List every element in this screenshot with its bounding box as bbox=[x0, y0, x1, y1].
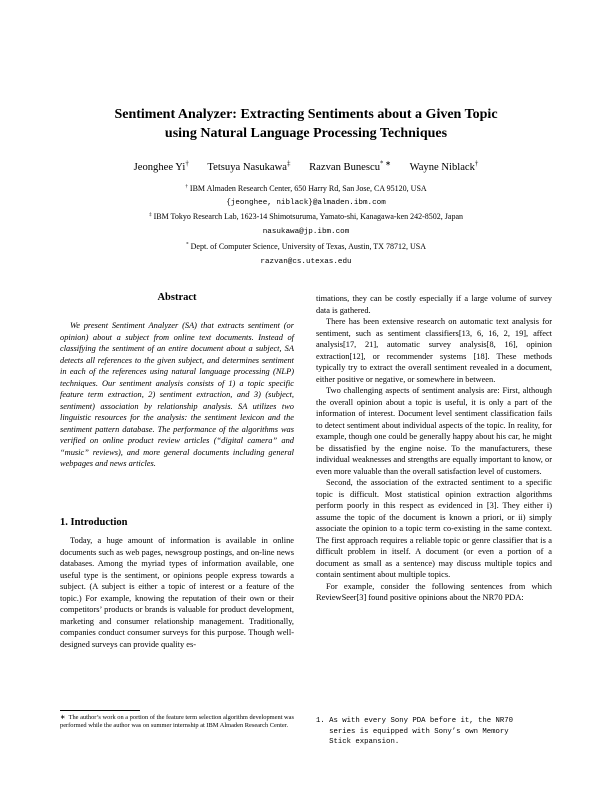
author: Razvan Bunescu* ∗ bbox=[309, 160, 391, 173]
email-tokyo: nasukawa@jp.ibm.com bbox=[262, 228, 350, 236]
right-column bbox=[316, 293, 552, 604]
title-line-1: Sentiment Analyzer: Extracting Sentiments about a Given Topic bbox=[114, 107, 498, 122]
footnote-text: The author’s work on a portion of the feature term selection algorithm development was performed while the author was on summer internship at IBM Almaden Research Center. bbox=[60, 714, 295, 729]
author: Jeonghee Yi† bbox=[133, 160, 189, 173]
title-line-2: using Natural Language Processing Techniques bbox=[164, 126, 448, 141]
paper-title bbox=[0, 105, 612, 143]
abstract-text: We present Sentiment Analyzer (SA) that extracts sentiment (or opinion) about a subject from online text documents. Instead of classifying the sentiment of an entire document about a subject, SA detects all references to the given subject, and determines sentiment in each of the references using natural language processing (NLP) techniques. Our sentiment analysis consists of 1) a topic specific feature term extraction, 2) sentiment extraction, and 3) (subject, sentiment) association by relationship analysis. SA utilizes two linguistic resources for the analysis: the sentiment lexicon and the sentiment pattern database. The performance of the algorithms was verified on online product review articles (“digital camera” and “music” reviews), and more general documents including general webpages and news articles. bbox=[60, 321, 294, 468]
paragraph-continued: timations, they can be costly especially if a large volume of survey data is gathered. bbox=[316, 294, 552, 315]
author-list bbox=[0, 162, 612, 173]
author: Wayne Niblack† bbox=[409, 160, 479, 173]
paragraph: Two challenging aspects of sentiment analysis are: First, although the overall opinion about a topic is useful, it is only a part of the information of interest. Document level sentiment classification fails to detect sentiment about individual aspects of the topic. In reality, for example, though one could be generally happy about his car, he might be dissatisfied by the engine noise. To the manufacturers, these individual weaknesses and strengths are equally important to know, or even more valuable than the overall satisfaction level of customers. bbox=[316, 386, 552, 476]
email-almaden: {jeonghee, niblack}@almaden.ibm.com bbox=[226, 199, 386, 207]
intro-body bbox=[60, 535, 294, 650]
author: Tetsuya Nasukawa‡ bbox=[207, 160, 291, 173]
email-utexas: razvan@cs.utexas.edu bbox=[260, 258, 352, 266]
section-heading-introduction: 1. Introduction bbox=[60, 517, 128, 528]
paragraph: Second, the association of the extracted sentiment to a specific topic is difficult. Most statistical opinion extraction algorithms perform poorly in this respect as evidenced in [3]. They either i) assume the topic of the document is known a priori, or ii) simply associate the opinion to a topic term co-existing in the same context. The first approach requires a reliable topic or genre classifier that is a difficult problem in itself. A document (or even a portion of a document as small as a sentence) may discuss multiple topics and contain sentiment about multiple topics. bbox=[316, 478, 552, 579]
affiliation-tokyo: ‡ IBM Tokyo Research Lab, 1623-14 Shimotsuruma, Yamato-shi, Kanagawa-ken 242-8502, Japan bbox=[148, 211, 464, 221]
footnote-mark: ∗ bbox=[60, 714, 66, 721]
footnote-rule bbox=[60, 710, 140, 711]
affiliation-almaden: † IBM Almaden Research Center, 650 Harry Rd, San Jose, CA 95120, USA bbox=[185, 183, 427, 193]
intro-paragraph: Today, a huge amount of information is available in online documents such as web pages, newsgroup postings, and on-line news databases. Among the myriad types of information available, one useful type is the sentiment, or opinions people express towards a subject. (A subject is either a topic of interest or a feature of the topic.) For example, knowing the reputation of their own or their competitors’ products or brands is valuable for product development, marketing and consumer relationship management. Traditionally, companies conduct consumer surveys for this purpose. Though well-designed surveys can provide quality es- bbox=[60, 536, 294, 649]
paragraph: For example, consider the following sentences from which ReviewSeer[3] found positive opinions about the NR70 PDA: bbox=[316, 581, 552, 602]
affiliation-utexas: * Dept. of Computer Science, University of Texas, Austin, TX 78712, USA bbox=[186, 241, 426, 251]
abstract-body bbox=[60, 320, 294, 470]
example-listing: 1. As with every Sony PDA before it, the NR70 series is equipped with Sony’s own Memory Stick expansion. bbox=[316, 717, 514, 746]
paragraph: There has been extensive research on automatic text analysis for sentiment, such as sentiment classifiers[13, 6, 16, 2, 19], affect analysis[17, 21], automatic survey analysis[8, 16], opinion extraction[12], or recommender systems [18]. These methods typically try to extract the overall sentiment revealed in a document, either positive or negative, or somewhere in between. bbox=[316, 317, 552, 384]
footnote bbox=[60, 714, 300, 730]
abstract-heading: Abstract bbox=[157, 292, 197, 303]
